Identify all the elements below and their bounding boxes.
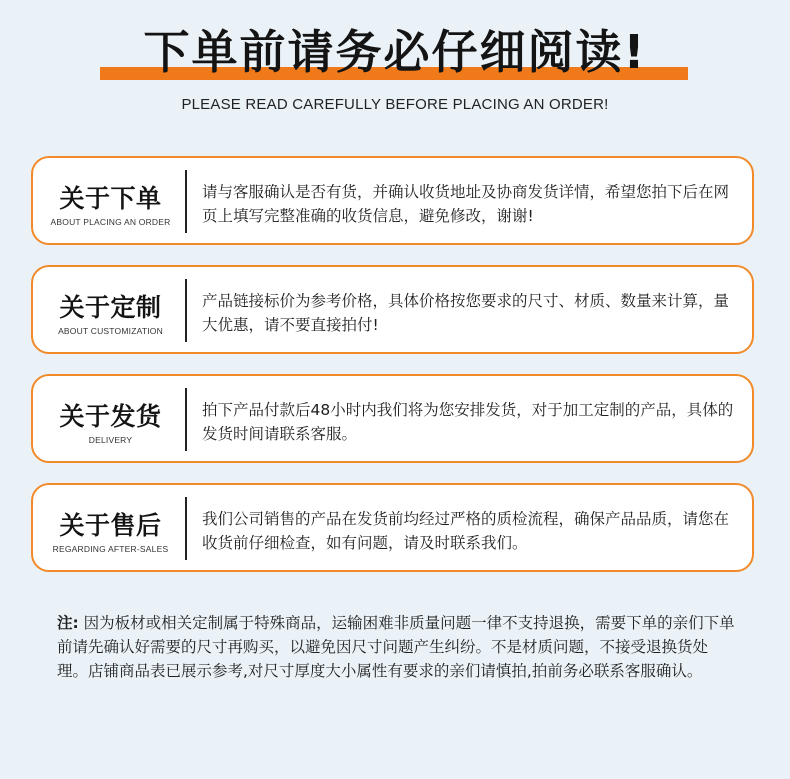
card-subtitle: DELIVERY xyxy=(88,435,133,445)
card-title: 关于售后 xyxy=(59,511,162,540)
card-title: 关于定制 xyxy=(59,293,162,322)
card-heading xyxy=(33,158,188,243)
title-wrap xyxy=(0,24,790,80)
page-header xyxy=(0,0,790,130)
card-divider xyxy=(185,279,187,342)
card-subtitle: REGARDING AFTER-SALES xyxy=(52,544,169,554)
card-body: 请与客服确认是否有货，并确认收货地址及协商发货详情，希望您拍下后在网页上填写完整准确的收货信息，避免修改，谢谢! xyxy=(202,183,730,225)
page-title: 下单前请务必仔细阅读! xyxy=(143,25,647,79)
card-body: 我们公司销售的产品在发货前均经过严格的质检流程，确保产品品质，请您在收货前仔细检查，如有问题，请及时联系我们。 xyxy=(202,510,730,552)
card-heading xyxy=(33,485,188,570)
card-divider xyxy=(185,497,187,560)
card-body: 拍下产品付款后48小时内我们将为您安排发货，对于加工定制的产品，具体的发货时间请联系客服。 xyxy=(202,401,734,443)
card-customization xyxy=(31,265,754,354)
info-card-list xyxy=(31,156,758,592)
card-divider xyxy=(185,388,187,451)
notice-body: 因为板材或相关定制属于特殊商品，运输困难非质量问题一律不支持退换，需要下单的亲们下单前请先确认好需要的尺寸再购买，以避免因尺寸问题产生纠纷。不是材质问题，不接受退换货处理。店铺商品表已展示参考,对尺寸厚度大小属性有要求的亲们请慎拍,拍前务必联系客服确认。 xyxy=(57,614,735,680)
card-body: 产品链接标价为参考价格，具体价格按您要求的尺寸、材质、数量来计算，量大优惠，请不要直接拍付! xyxy=(202,292,730,334)
card-placing-order xyxy=(31,156,754,245)
card-subtitle: ABOUT PLACING AN ORDER xyxy=(50,217,171,227)
card-heading xyxy=(33,267,188,352)
card-title: 关于下单 xyxy=(59,184,162,213)
card-subtitle: ABOUT CUSTOMIZATION xyxy=(58,326,163,336)
card-heading xyxy=(33,376,188,461)
card-after-sales xyxy=(31,483,754,572)
notice-label: 注: xyxy=(57,614,79,632)
card-title: 关于发货 xyxy=(59,402,162,431)
page-subtitle: PLEASE READ CAREFULLY BEFORE PLACING AN ORDER! xyxy=(181,96,609,113)
card-divider xyxy=(185,170,187,233)
card-delivery xyxy=(31,374,754,463)
notice-text xyxy=(57,611,737,683)
